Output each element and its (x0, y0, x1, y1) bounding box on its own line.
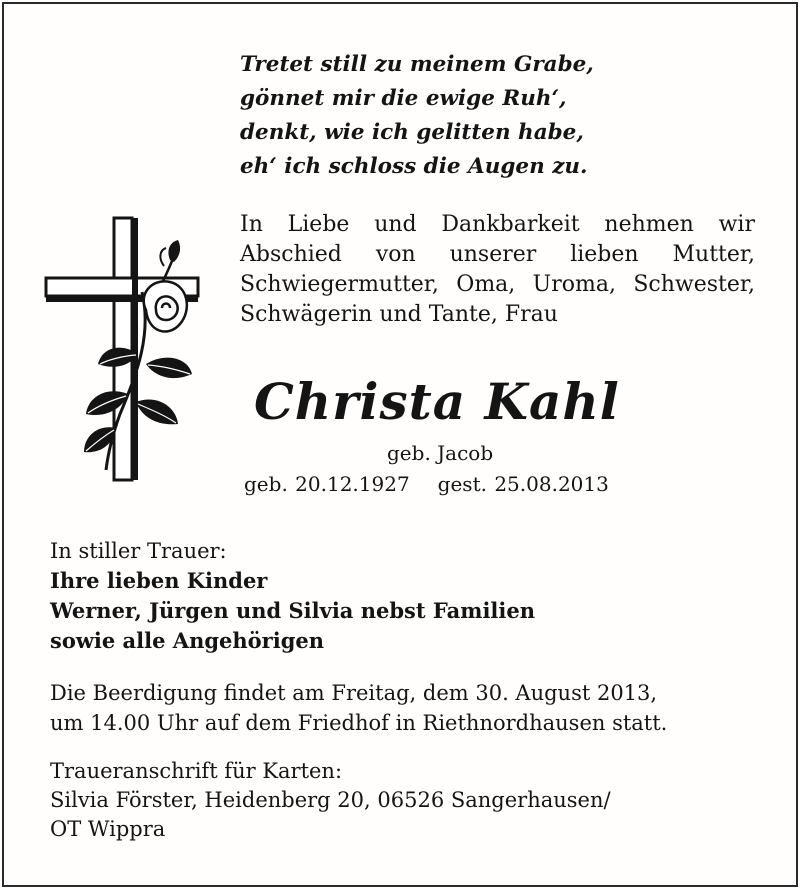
life-dates (244, 471, 609, 497)
funeral-line: Die Beerdigung findet am Freitag, dem 30. August 2013, (50, 681, 658, 705)
obituary-notice (2, 2, 798, 887)
death-date: gest. 25.08.2013 (437, 472, 609, 496)
address-line: Silvia Förster, Heidenberg 20, 06526 Sangerhausen/ (50, 788, 611, 812)
funeral-info (50, 678, 762, 738)
birth-date: geb. 20.12.1927 (244, 472, 410, 496)
maiden-name: geb. Jacob (387, 441, 494, 465)
poem (240, 48, 594, 184)
intro-text (240, 210, 755, 330)
condolence-address (50, 757, 611, 844)
deceased-name: Christa Kahl (254, 372, 620, 431)
poem-line: eh‘ ich schloss die Augen zu. (240, 154, 588, 179)
poem-line: gönnet mir die ewige Ruh‘, (240, 86, 567, 111)
mourners-heading: In stiller Trauer: (50, 539, 227, 563)
mourners-block (50, 536, 535, 656)
intro-line: In Liebe und Dankbarkeit nehmen wir (240, 212, 755, 237)
cross-with-rose-icon (42, 214, 212, 498)
address-heading: Traueranschrift für Karten: (50, 759, 343, 783)
intro-line: Schwiegermutter, Oma, Uroma, Schwester, (240, 272, 755, 297)
poem-line: denkt, wie ich gelitten habe, (240, 120, 584, 145)
mourner-line: sowie alle Angehörigen (50, 628, 325, 653)
intro-line: Schwägerin und Tante, Frau (240, 302, 558, 327)
address-line: OT Wippra (50, 817, 166, 841)
mourner-line: Werner, Jürgen und Silvia nebst Familien (50, 598, 536, 623)
intro-line: Abschied von unserer lieben Mutter, (240, 242, 755, 267)
funeral-line: um 14.00 Uhr auf dem Friedhof in Riethnordhausen statt. (50, 711, 668, 735)
poem-line: Tretet still zu meinem Grabe, (240, 52, 594, 77)
mourner-line: Ihre lieben Kinder (50, 568, 268, 593)
